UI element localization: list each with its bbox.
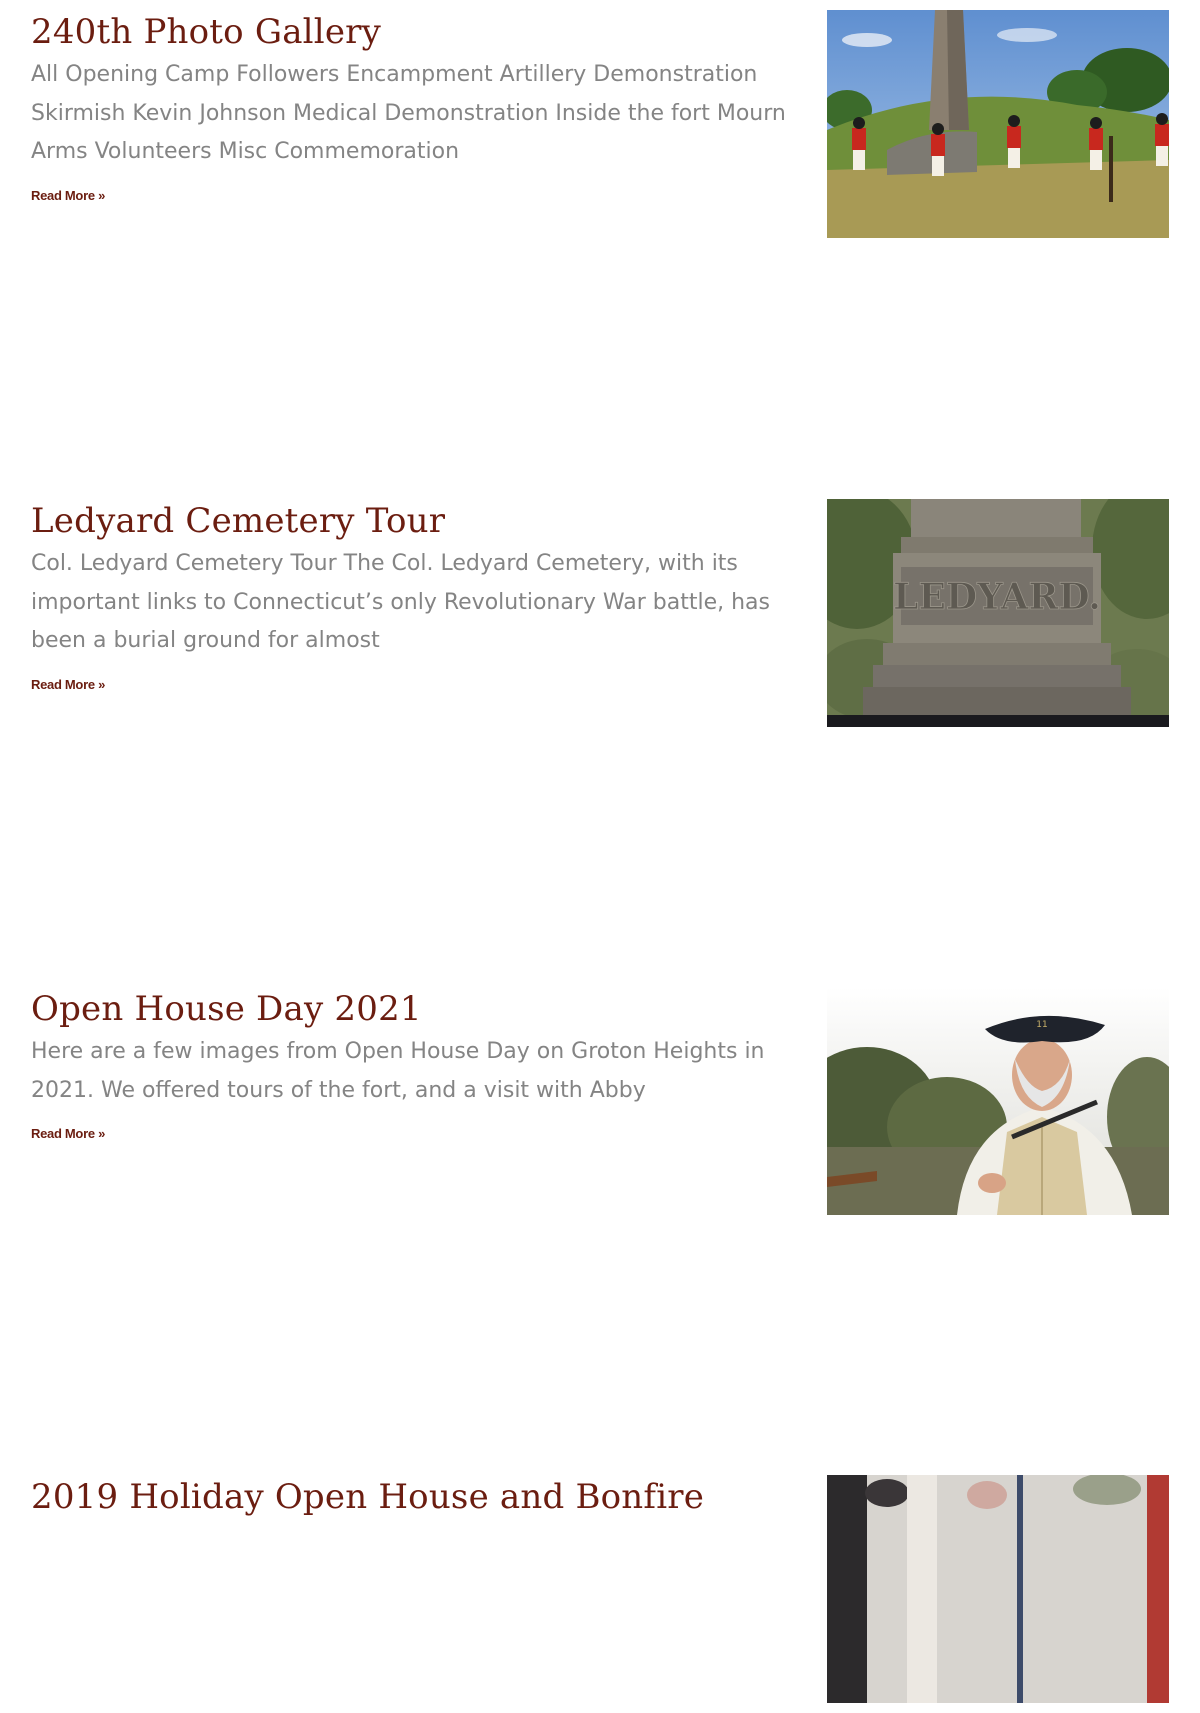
svg-text:11: 11 bbox=[1036, 1020, 1048, 1030]
post-thumbnail[interactable] bbox=[827, 1475, 1169, 1703]
post-title[interactable]: Ledyard Cemetery Tour bbox=[31, 501, 446, 541]
holiday-open-house-photo-icon bbox=[827, 1475, 1169, 1703]
post-thumbnail[interactable] bbox=[827, 10, 1169, 238]
monument-inscription: LEDYARD. bbox=[893, 576, 1101, 618]
read-more-link[interactable]: Read More » bbox=[31, 1126, 106, 1141]
post-excerpt: All Opening Camp Followers Encampment Artillery Demonstration Skirmish Kevin Johnson Medical Demonstration Inside the fort Mourn Arms Volunteers Misc Commemoration bbox=[31, 62, 786, 164]
post-text bbox=[31, 8, 801, 205]
post-title[interactable]: Open House Day 2021 bbox=[31, 989, 422, 1029]
read-more-link[interactable]: Read More » bbox=[31, 676, 106, 692]
soldiers-monument-photo-icon bbox=[827, 10, 1169, 238]
post-excerpt: Here are a few images from Open House Day on Groton Heights in 2021. We offered tours of the fort, and a visit with Abby bbox=[31, 1039, 765, 1103]
read-more-link[interactable]: Read More » bbox=[31, 187, 106, 203]
post-thumbnail[interactable] bbox=[827, 499, 1169, 727]
post-text bbox=[31, 1473, 801, 1521]
post-thumbnail[interactable] bbox=[827, 987, 1169, 1215]
ledyard-monument-photo-icon bbox=[827, 499, 1169, 727]
post-text bbox=[31, 497, 801, 694]
post-excerpt: Col. Ledyard Cemetery Tour The Col. Ledyard Cemetery, with its important links to Connecticut’s only Revolutionary War battle, has been a burial ground for almost bbox=[31, 551, 770, 653]
reenactor-portrait-photo-icon bbox=[827, 987, 1169, 1215]
post-title[interactable]: 2019 Holiday Open House and Bonfire bbox=[31, 1477, 705, 1517]
post-text bbox=[31, 985, 801, 1143]
post-title[interactable]: 240th Photo Gallery bbox=[31, 12, 382, 52]
